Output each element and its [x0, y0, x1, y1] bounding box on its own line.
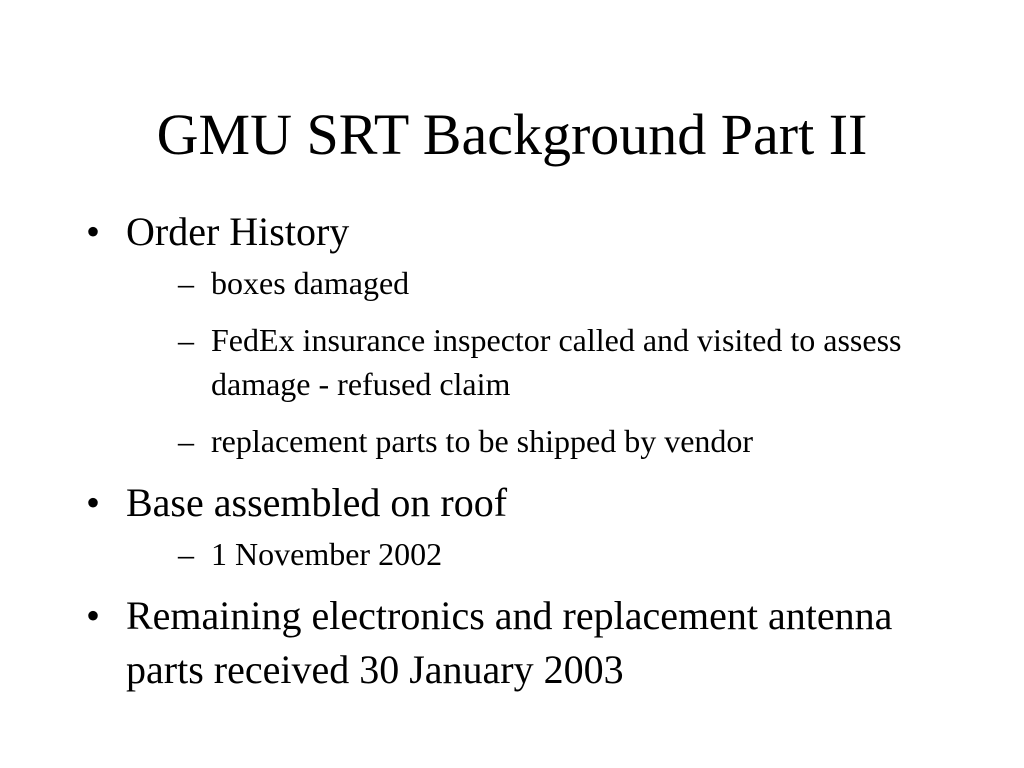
bullet-icon: • — [86, 480, 101, 525]
sub-bullet-text: boxes damaged — [211, 265, 410, 301]
sub-bullet-item — [126, 419, 946, 463]
bullet-item-order-history — [86, 205, 946, 463]
sub-bullet-item — [126, 261, 946, 305]
bullet-icon: • — [86, 209, 101, 254]
sub-bullet-list — [126, 532, 946, 576]
dash-icon: – — [178, 265, 194, 301]
bullet-icon: • — [86, 593, 101, 638]
sub-bullet-text: replacement parts to be shipped by vendor — [211, 423, 754, 459]
bullet-item-base-assembled — [86, 476, 946, 576]
bullet-text: Remaining electronics and replacement antenna parts received 30 January 2003 — [126, 593, 893, 692]
sub-bullet-text: 1 November 2002 — [211, 536, 443, 572]
slide-title: GMU SRT Background Part II — [156, 102, 868, 167]
sub-bullet-item — [126, 318, 946, 406]
dash-icon: – — [178, 536, 194, 572]
bullet-text: Base assembled on roof — [126, 480, 508, 525]
sub-bullet-item — [126, 532, 946, 576]
bullet-item-remaining-electronics — [86, 589, 946, 697]
sub-bullet-text: FedEx insurance inspector called and visited to assess damage - refused claim — [211, 322, 902, 402]
bullet-text: Order History — [126, 209, 350, 254]
dash-icon: – — [178, 423, 194, 459]
sub-bullet-list — [126, 261, 946, 463]
dash-icon: – — [178, 322, 194, 358]
bullet-list — [86, 205, 946, 707]
